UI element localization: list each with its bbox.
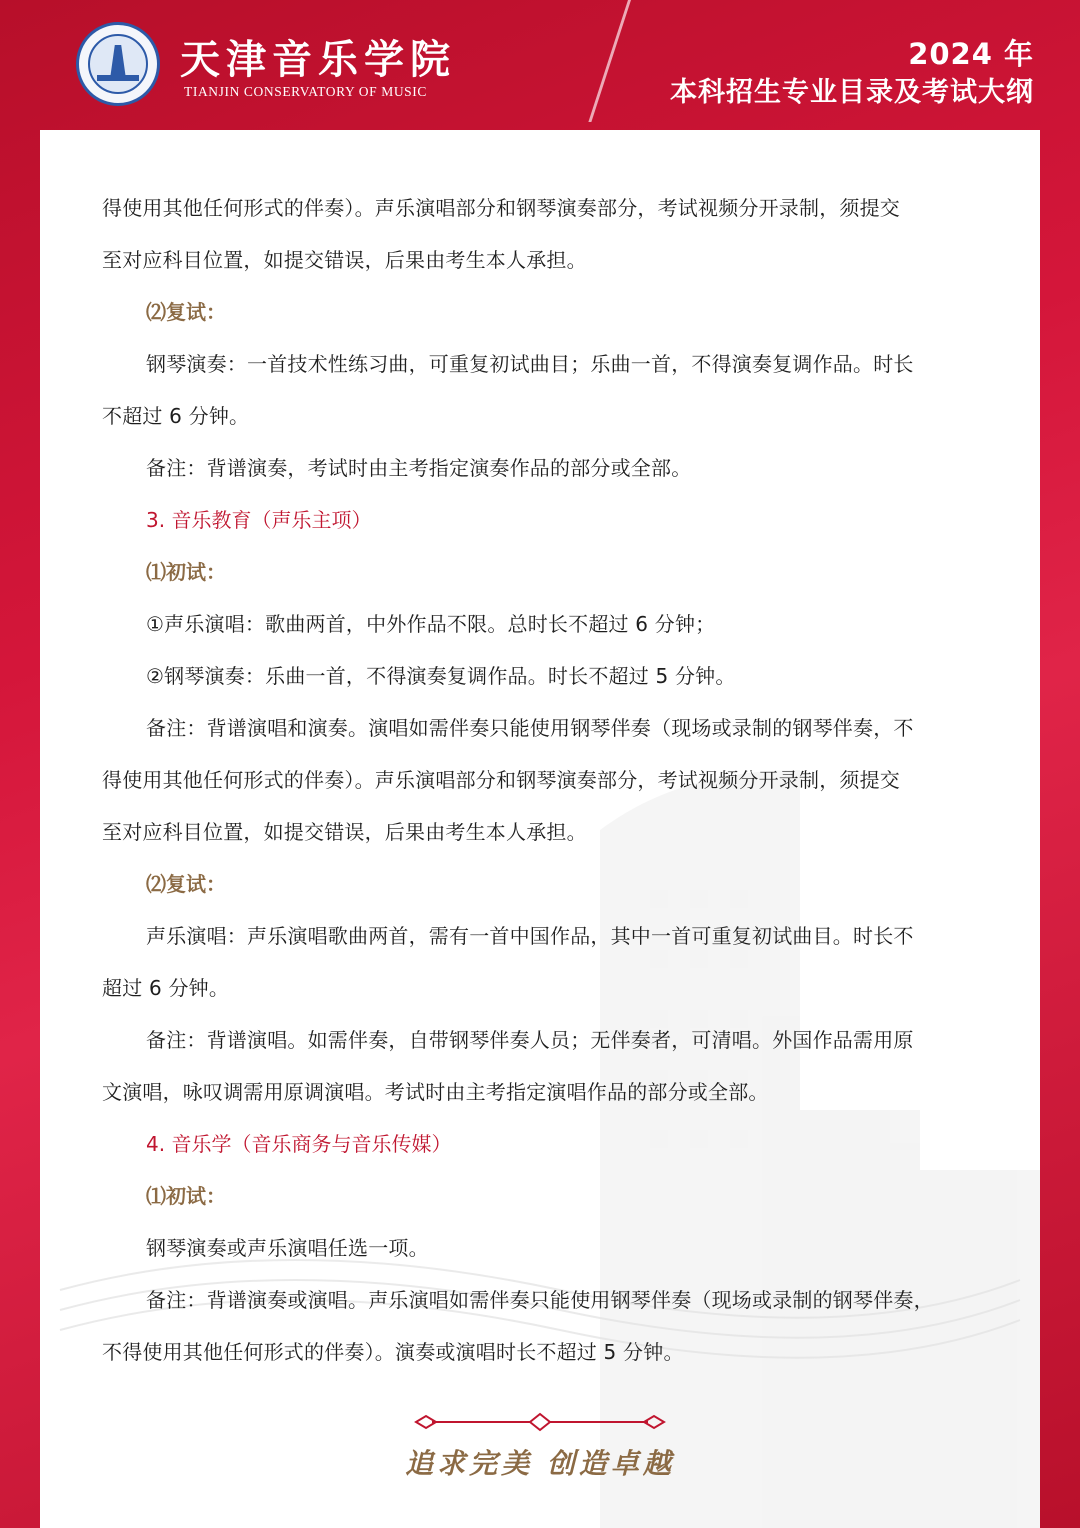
school-name-en: TIANJIN CONSERVATORY OF MUSIC bbox=[184, 84, 427, 99]
note: 备注：背谱演奏，考试时由主考指定演奏作品的部分或全部。 bbox=[146, 456, 692, 480]
paragraph: 得使用其他任何形式的伴奏）。声乐演唱部分和钢琴演奏部分，考试视频分开录制，须提交 至对应科目位置，如提交错误，后果由考生本人承担。 bbox=[102, 196, 900, 272]
note: 备注：背谱演唱和演奏。演唱如需伴奏只能使用钢琴伴奏（现场或录制的钢琴伴奏，不 得使用其他任何形式的伴奏）。声乐演唱部分和钢琴演奏部分，考试视频分开录制，须提交 至对应科目位置，如提交错误，后果由考生本人承担。 bbox=[102, 716, 914, 844]
header-divider bbox=[588, 0, 631, 122]
school-logo bbox=[76, 22, 456, 112]
subheading-initial: ⑴初试： bbox=[146, 560, 226, 584]
section-heading-4: 4. 音乐学（音乐商务与音乐传媒） bbox=[146, 1132, 452, 1156]
paragraph: 钢琴演奏：一首技术性练习曲，可重复初试曲目；乐曲一首，不得演奏复调作品。时长 不超过 6 分钟。 bbox=[102, 352, 914, 428]
school-seal-icon bbox=[76, 22, 160, 106]
subheading-initial: ⑴初试： bbox=[146, 1184, 226, 1208]
paragraph: 钢琴演奏或声乐演唱任选一项。 bbox=[146, 1236, 429, 1260]
note: 备注：背谱演奏或演唱。声乐演唱如需伴奏只能使用钢琴伴奏（现场或录制的钢琴伴奏， 不得使用其他任何形式的伴奏）。演奏或演唱时长不超过 5 分钟。 bbox=[102, 1288, 934, 1364]
section-heading-3: 3. 音乐教育（声乐主项） bbox=[146, 508, 372, 532]
subheading-retest: ⑵复试： bbox=[146, 872, 226, 896]
page-header bbox=[0, 0, 1080, 130]
school-motto: 追求完美 创造卓越 bbox=[405, 1447, 675, 1480]
note: 备注：背谱演唱。如需伴奏，自带钢琴伴奏人员；无伴奏者，可清唱。外国作品需用原 文演唱，咏叹调需用原调演唱。考试时由主考指定演唱作品的部分或全部。 bbox=[102, 1028, 914, 1104]
header-subtitle: 本科招生专业目录及考试大纲 bbox=[670, 77, 1034, 108]
paragraph: 声乐演唱：声乐演唱歌曲两首，需有一首中国作品，其中一首可重复初试曲目。时长不 超过 6 分钟。 bbox=[102, 924, 914, 1000]
ornament-divider-icon bbox=[412, 1410, 668, 1434]
content-panel bbox=[40, 130, 1040, 1528]
paragraph: ①声乐演唱：歌曲两首，中外作品不限。总时长不超过 6 分钟； ②钢琴演奏：乐曲一首，不得演奏复调作品。时长不超过 5 分钟。 bbox=[146, 612, 736, 688]
school-name-cn: 天津音乐学院 bbox=[180, 36, 456, 83]
subheading-retest: ⑵复试： bbox=[146, 300, 226, 324]
header-year: 2024 年 bbox=[908, 37, 1034, 71]
